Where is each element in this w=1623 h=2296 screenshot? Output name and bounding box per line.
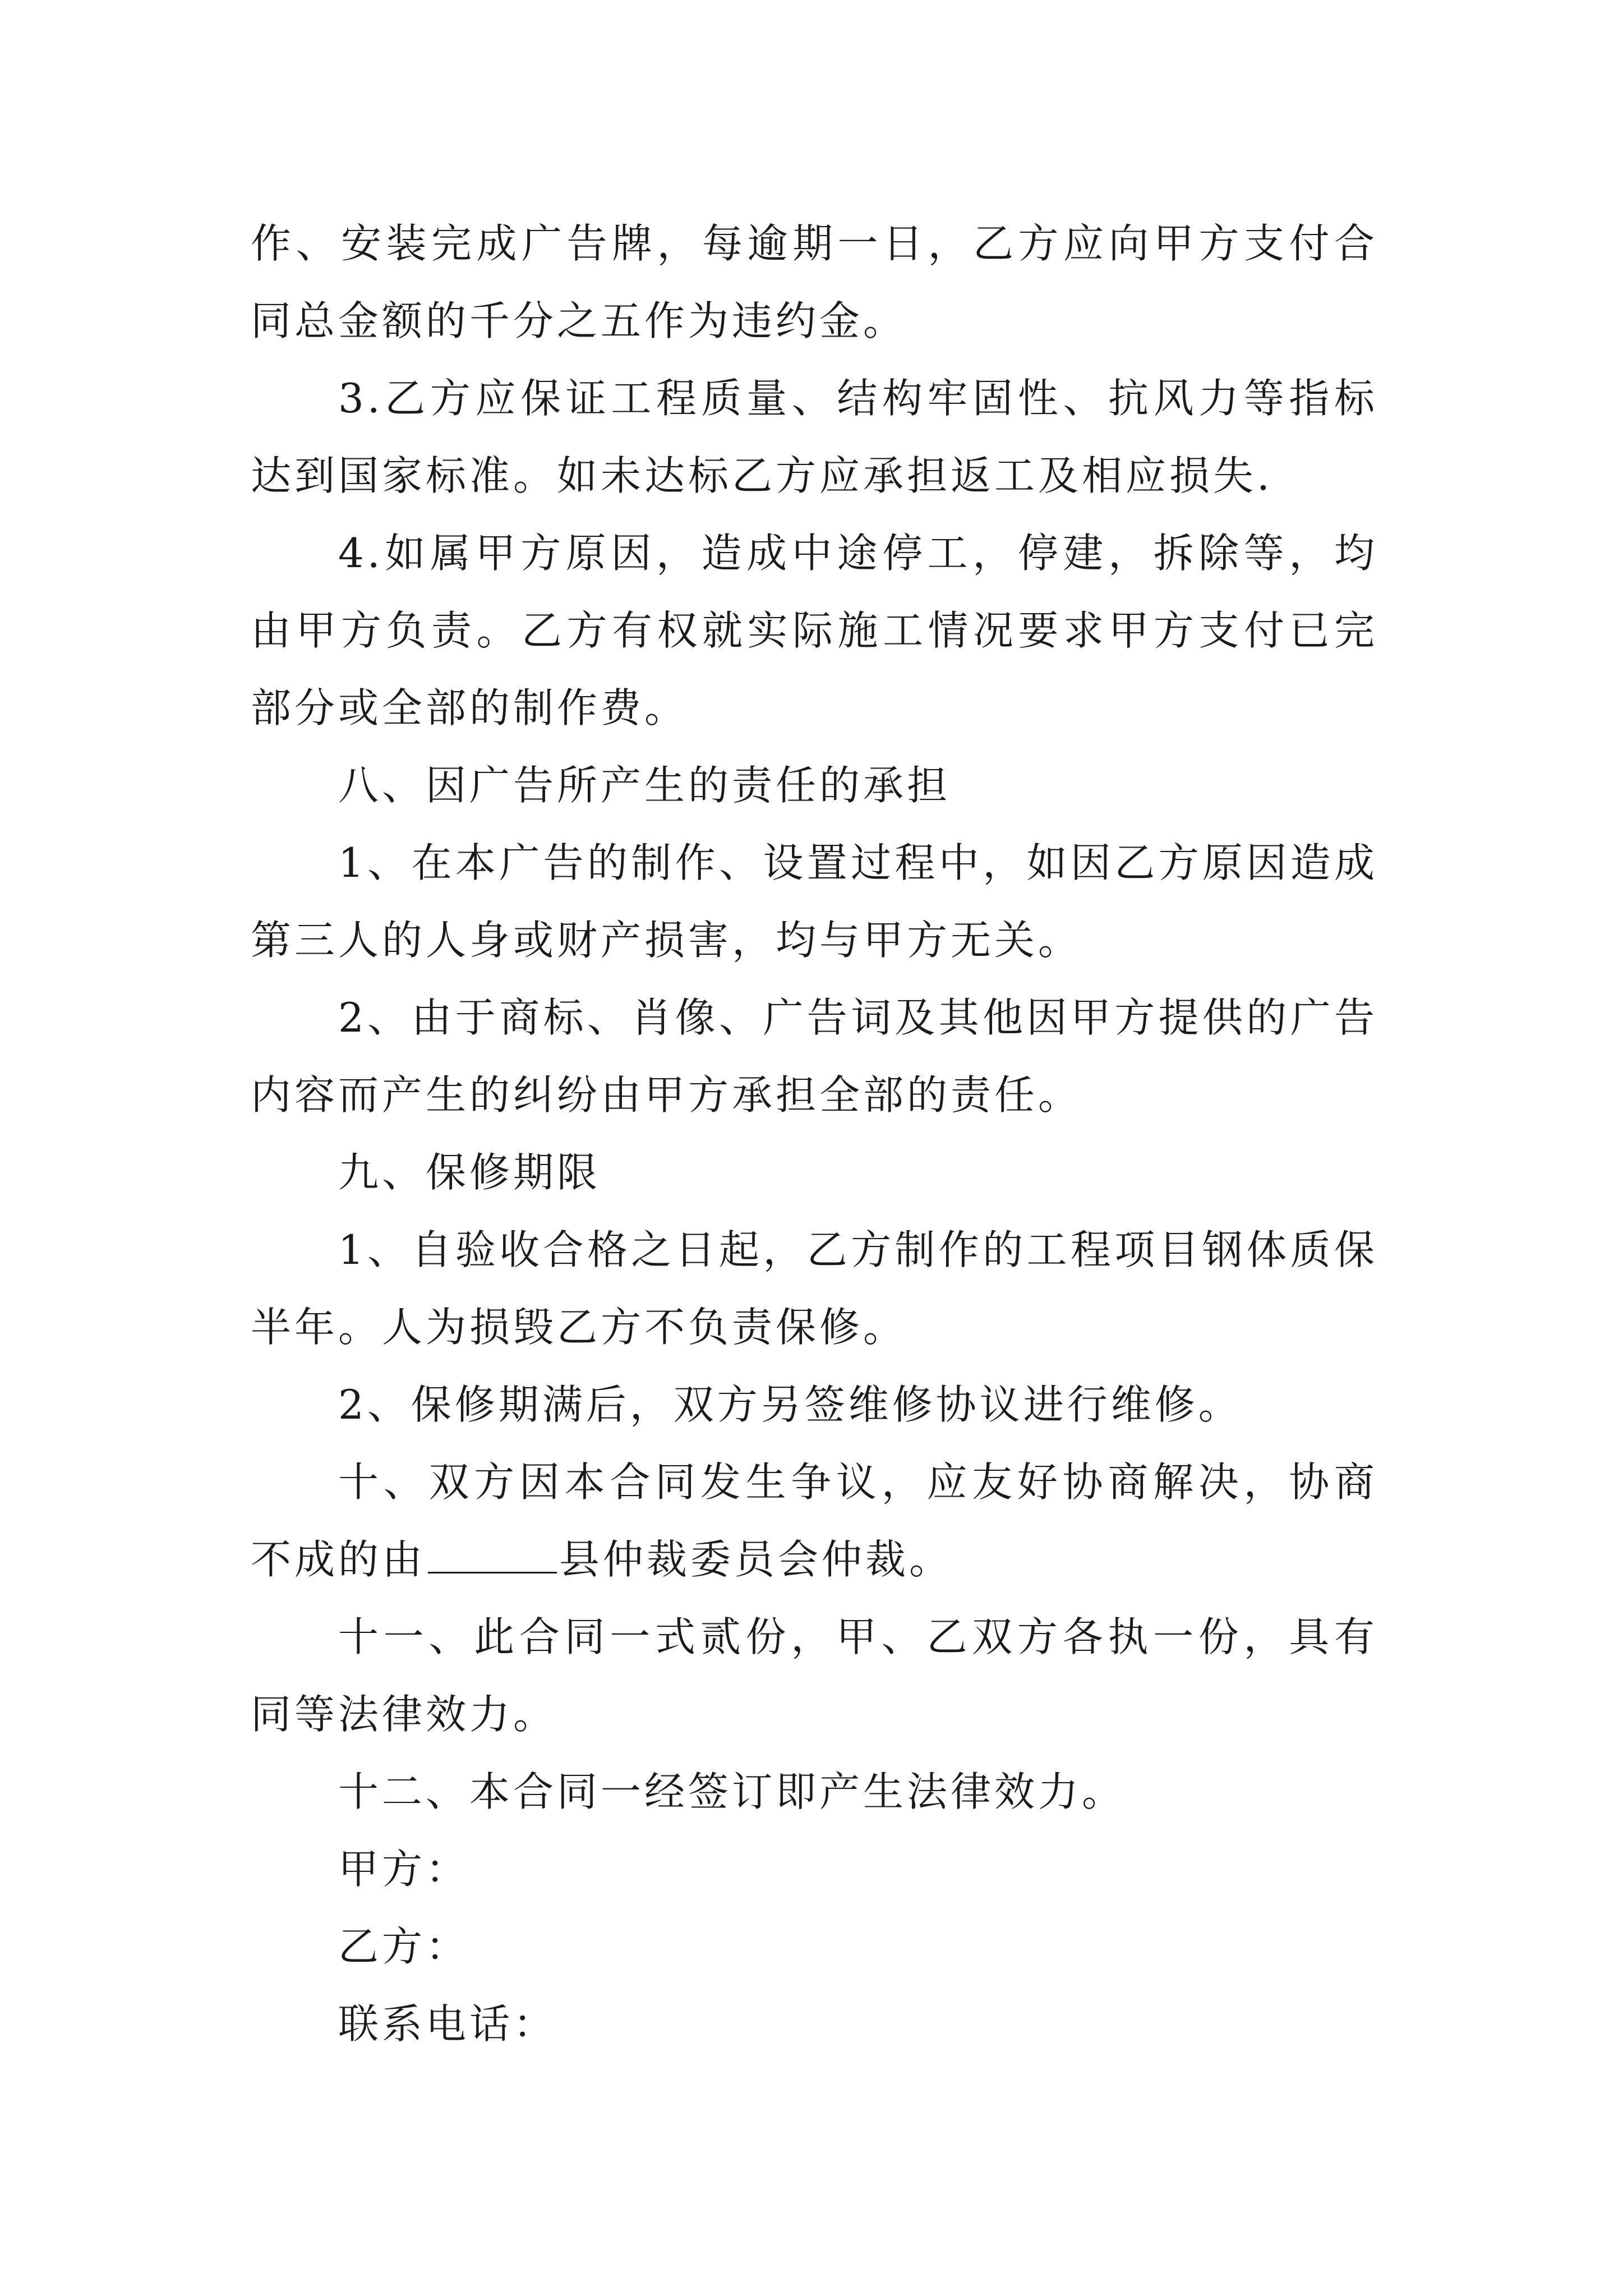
party-b-label: 乙方：	[338, 1923, 470, 1970]
clause-12: 十二、本合同一经签订即产生法律效力。	[338, 1768, 1126, 1815]
clause-9-1: 1、自验收合格之日起，乙方制作的工程项目钢体质保半年。人为损毁乙方不负责保修。	[251, 1226, 1378, 1351]
document-page	[251, 205, 1378, 2063]
clause-10-text-before: 十、双方因本合同发生争议，应友好协商解决，协商不成的由	[251, 1458, 1378, 1583]
section-heading-9: 九、保修期限	[338, 1149, 601, 1196]
contact-phone-label: 联系电话：	[338, 2000, 557, 2047]
clause-7-3: 3.乙方应保证工程质量、结构牢固性、抗风力等指标达到国家标准。如未达标乙方应承担返工及相应损失.	[251, 375, 1378, 499]
clause-7-4: 4.如属甲方原因，造成中途停工，停建，拆除等，均由甲方负责。乙方有权就实际施工情况要求甲方支付已完部分或全部的制作费。	[251, 530, 1378, 731]
section-heading-8: 八、因广告所产生的责任的承担	[338, 762, 951, 809]
clause-11: 十一、此合同一式贰份，甲、乙双方各执一份，具有同等法律效力。	[251, 1613, 1378, 1738]
clause-10	[251, 1443, 1378, 1598]
clause-8-1: 1、在本广告的制作、设置过程中，如因乙方原因造成第三人的人身或财产损害，均与甲方无关。	[251, 839, 1378, 964]
clause-8-2: 2、由于商标、肖像、广告词及其他因甲方提供的广告内容而产生的纠纷由甲方承担全部的责任。	[251, 994, 1378, 1119]
party-a-label: 甲方：	[338, 1846, 470, 1893]
paragraph-continuation: 作、安装完成广告牌，每逾期一日，乙方应向甲方支付合同总金额的千分之五作为违约金。	[251, 220, 1378, 344]
clause-10-text-after: 县仲裁委员会仲裁。	[559, 1536, 953, 1583]
county-blank-line	[428, 1538, 557, 1573]
clause-9-2: 2、保修期满后，双方另签维修协议进行维修。	[338, 1381, 1242, 1428]
